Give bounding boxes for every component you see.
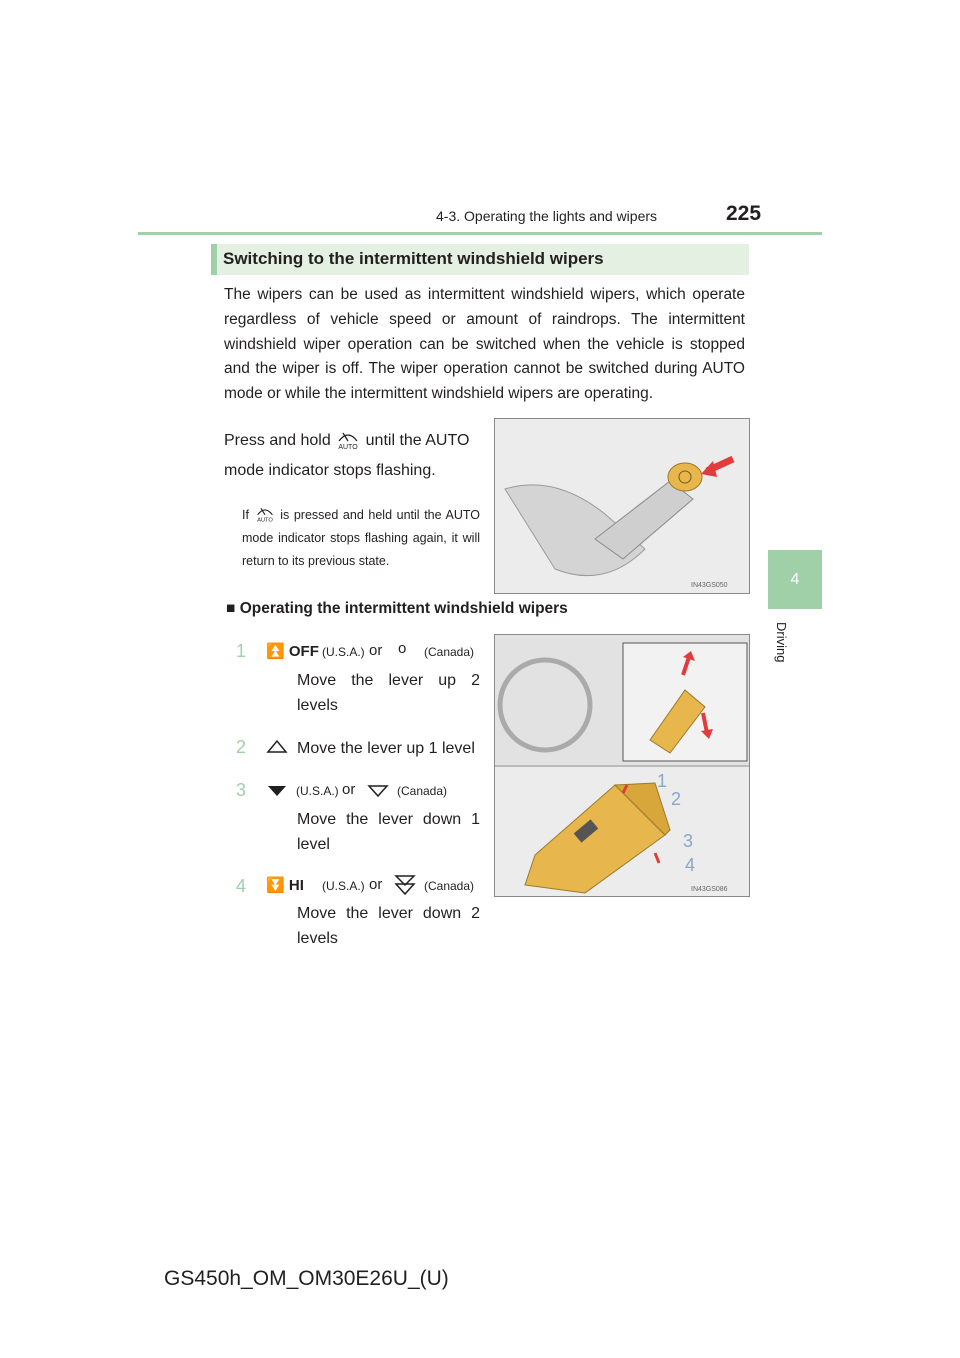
step1-symbol xyxy=(266,642,319,660)
press-hold-after: until the AUTO mode indicator stops flashing. xyxy=(224,432,470,479)
step3-canada: (Canada) xyxy=(397,784,448,798)
press-hold-note xyxy=(242,504,480,573)
callout-2: 2 xyxy=(671,789,682,809)
wiper-switch-illustration xyxy=(495,419,749,593)
step1-canada: (Canada) xyxy=(424,645,475,659)
step4-or: or xyxy=(369,876,383,893)
press-hold-before: Press and hold xyxy=(224,432,331,449)
chapter-label: Driving xyxy=(774,622,789,663)
note-after: is pressed and held until the AUTO mode indicator stops flashing again, it will return to its previous state. xyxy=(242,508,480,568)
subheading-text: Operating the intermittent windshield wipers xyxy=(239,600,568,617)
step-number-1: 1 xyxy=(236,641,247,661)
auto-glyph-label: AUTO xyxy=(338,444,358,451)
step4-symbol xyxy=(266,876,304,894)
chapter-tab: 4 xyxy=(768,550,822,609)
step4-symbol-text: HI xyxy=(288,877,304,894)
page-number: 225 xyxy=(726,202,762,225)
step1-us: (U.S.A.) xyxy=(322,645,365,659)
auto-wiper-icon xyxy=(335,429,361,451)
step-number-2: 2 xyxy=(236,737,247,757)
single-down-outline-icon xyxy=(367,784,389,798)
step3-or: or xyxy=(342,781,356,798)
step-number-4: 4 xyxy=(236,876,247,896)
step1-or: or xyxy=(369,642,383,659)
step4-us: (U.S.A.) xyxy=(322,879,365,893)
press-hold-instruction xyxy=(224,426,480,486)
callout-4: 4 xyxy=(685,855,696,875)
single-up-chevron-icon xyxy=(266,738,288,754)
auto-glyph-label-small: AUTO xyxy=(256,517,273,523)
figure2-code: IN43GS086 xyxy=(691,886,728,893)
step3-text: Move the lever down 1 level xyxy=(297,811,480,853)
double-down-arrow-icon: ⏬ xyxy=(266,877,285,894)
document-code: GS450h_OM_OM30E26U_(U) xyxy=(164,1267,449,1290)
step4-canada: (Canada) xyxy=(424,879,475,893)
wiper-switch-figure xyxy=(494,418,750,594)
step1-symbol-text: OFF xyxy=(288,643,319,660)
step2-text: Move the lever up 1 level xyxy=(297,740,475,757)
double-down-outline-icon xyxy=(394,874,416,896)
step-number-3: 3 xyxy=(236,780,247,800)
note-before: If xyxy=(242,508,249,522)
callout-3: 3 xyxy=(683,831,694,851)
single-down-filled-icon xyxy=(266,784,288,798)
lever-positions-figure xyxy=(494,634,750,897)
step4-text: Move the lever down 2 levels xyxy=(297,905,480,947)
subheading xyxy=(226,600,568,618)
header-rule xyxy=(138,232,822,235)
section-header: 4-3. Operating the lights and wipers xyxy=(436,208,658,224)
step1-text: Move the lever up 2 levels xyxy=(297,672,480,714)
section-title: Switching to the intermittent windshield wipers xyxy=(223,249,604,268)
lever-positions-illustration xyxy=(495,635,749,896)
intro-paragraph: The wipers can be used as intermittent windshield wipers, which operate regardless of vehicle speed or amount of raindrops. The intermittent windshield wiper operation can be switched when the vehicle is stopped and the wiper is off. The wiper operation cannot be switched during AUTO mode or while the intermittent windshield wipers are operating. xyxy=(224,286,745,403)
step3-us: (U.S.A.) xyxy=(296,784,339,798)
callout-1: 1 xyxy=(657,771,668,791)
square-bullet-icon: ■ xyxy=(226,600,236,617)
circle-off-icon: o xyxy=(398,640,407,657)
figure1-code: IN43GS050 xyxy=(691,582,728,589)
double-up-arrow-icon: ⏫ xyxy=(266,643,285,660)
auto-wiper-icon-small xyxy=(254,505,276,523)
